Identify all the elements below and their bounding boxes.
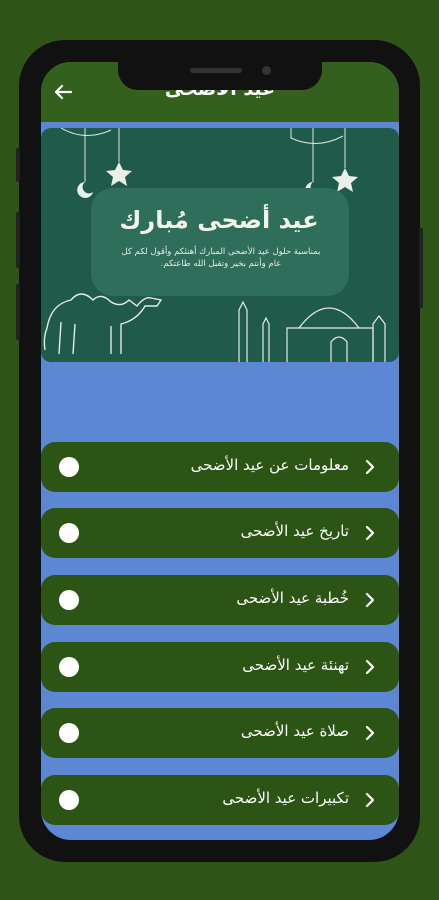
- menu-item-label: تكبيرات عيد الأضحى: [222, 789, 349, 807]
- chevron-right-icon: [363, 791, 377, 809]
- radio-dot-icon: [59, 523, 79, 543]
- menu-item-prayer[interactable]: [41, 708, 399, 758]
- banner-text: بمناسبة حلول عيد الأضحى المبارك أهنئكم وأقول لكم كل عام وأنتم بخير وتقبل الله طاعتكم.: [121, 247, 321, 269]
- radio-dot-icon: [59, 657, 79, 677]
- chevron-right-icon: [363, 724, 377, 742]
- radio-dot-icon: [59, 723, 79, 743]
- phone-side-button: [16, 212, 20, 268]
- banner-title: عيد أضحى مُبارك: [119, 206, 319, 234]
- phone-notch: [118, 62, 322, 90]
- phone-side-button: [16, 148, 20, 182]
- phone-power-button: [419, 228, 423, 308]
- menu-item-label: تهنئة عيد الأضحى: [242, 656, 349, 674]
- banner-card: [91, 188, 349, 296]
- app-screen: [41, 62, 399, 840]
- menu-item-history[interactable]: [41, 508, 399, 558]
- menu-item-greetings[interactable]: [41, 642, 399, 692]
- front-camera: [262, 66, 271, 75]
- menu-item-label: تاريخ عيد الأضحى: [240, 522, 349, 540]
- menu-item-label: معلومات عن عيد الأضحى: [190, 456, 349, 474]
- radio-dot-icon: [59, 590, 79, 610]
- chevron-right-icon: [363, 524, 377, 542]
- menu-item-about-eid[interactable]: [41, 442, 399, 492]
- radio-dot-icon: [59, 457, 79, 477]
- chevron-right-icon: [363, 591, 377, 609]
- eid-banner: [41, 128, 399, 362]
- menu-item-label: خُطبة عيد الأضحى: [236, 589, 349, 607]
- speaker-grille: [190, 68, 242, 73]
- phone-side-button: [16, 284, 20, 340]
- chevron-right-icon: [363, 658, 377, 676]
- radio-dot-icon: [59, 790, 79, 810]
- menu-item-sermon[interactable]: [41, 575, 399, 625]
- menu-item-label: صلاة عيد الأضحى: [240, 722, 349, 740]
- chevron-right-icon: [363, 458, 377, 476]
- menu-item-takbirat[interactable]: [41, 775, 399, 825]
